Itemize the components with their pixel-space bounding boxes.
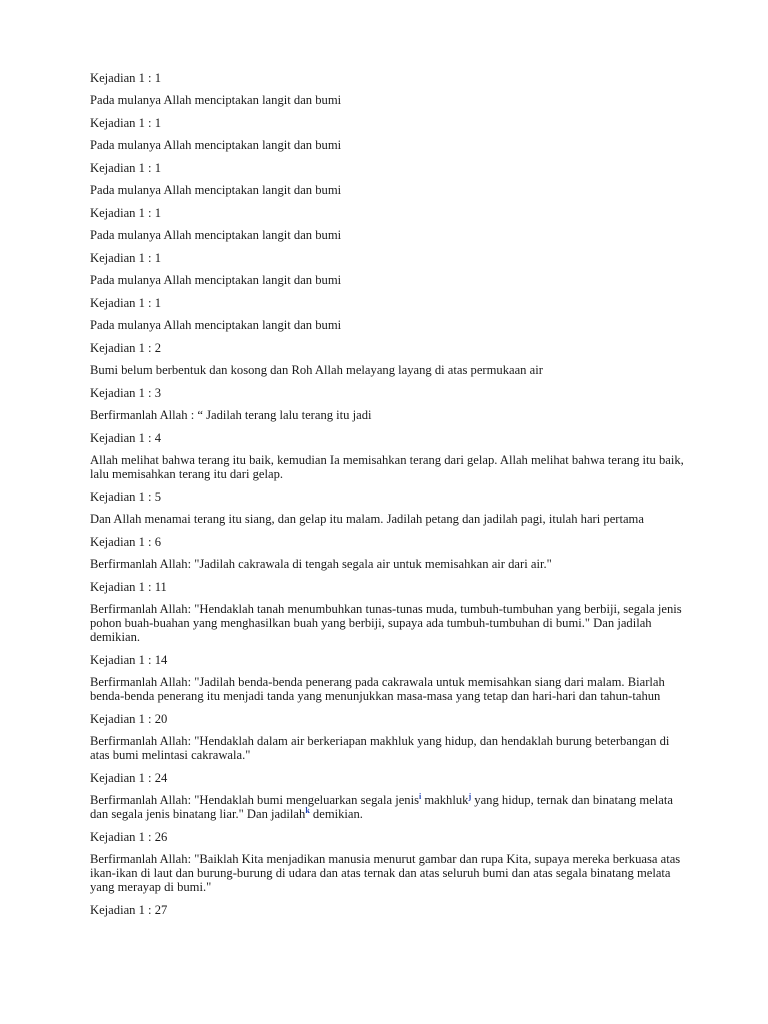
verse-list [90, 71, 690, 762]
verse-text: Pada mulanya Allah menciptakan langit dan bumi [90, 318, 342, 332]
verse-reference: Kejadian 1 : 1 [90, 71, 161, 85]
verse-reference: Kejadian 1 : 26 [90, 830, 168, 844]
verse-reference: Kejadian 1 : 4 [90, 431, 161, 445]
verse-reference: Kejadian 1 : 5 [90, 490, 161, 504]
verse-text: Pada mulanya Allah menciptakan langit dan bumi [90, 183, 342, 197]
verse-text: Pada mulanya Allah menciptakan langit dan bumi [90, 273, 342, 287]
verse-text: Dan Allah menamai terang itu siang, dan gelap itu malam. Jadilah petang dan jadilah pagi, itulah hari pertama [90, 512, 644, 526]
verse-reference: Kejadian 1 : 14 [90, 653, 168, 667]
verse-text: Berfirmanlah Allah: "Baiklah Kita menjadikan manusia menurut gambar dan rupa Kita, supaya mereka berkuasa atas ikan-ikan di laut dan burung-burung di udara dan atas ternak dan atas seluruh bumi dan atas segala binatang melata yang merayap di bumi." [90, 852, 681, 894]
verse-reference: Kejadian 1 : 27 [90, 903, 168, 917]
verse-reference: Kejadian 1 : 6 [90, 535, 161, 549]
verse-text: Pada mulanya Allah menciptakan langit dan bumi [90, 138, 342, 152]
verse-text: Berfirmanlah Allah: "Hendaklah dalam air berkeriapan makhluk yang hidup, dan hendaklah burung beterbangan di atas bumi melintasi cakrawala." [90, 734, 670, 762]
verse-text: Berfirmanlah Allah : “ Jadilah terang lalu terang itu jadi [90, 408, 372, 422]
verse-reference: Kejadian 1 : 11 [90, 580, 167, 594]
footnote-link[interactable]: k [305, 805, 310, 815]
verse-reference: Kejadian 1 : 1 [90, 116, 161, 130]
verse-text-segment: Berfirmanlah Allah: "Hendaklah bumi mengeluarkan segala jenis [90, 793, 419, 807]
verse-reference: Kejadian 1 : 1 [90, 251, 161, 265]
verse-text [90, 793, 690, 821]
footnote-link[interactable]: i [418, 791, 422, 801]
verse-reference: Kejadian 1 : 2 [90, 341, 161, 355]
document-page [90, 71, 690, 925]
verse-text-segment: yang hidup, ternak dan binatang melata dan segala jenis binatang liar." Dan jadilah [90, 793, 673, 821]
verse-text: Pada mulanya Allah menciptakan langit dan bumi [90, 228, 342, 242]
verse-reference: Kejadian 1 : 1 [90, 296, 161, 310]
verse-reference: Kejadian 1 : 1 [90, 161, 161, 175]
verse-text: Berfirmanlah Allah: "Jadilah benda-benda penerang pada cakrawala untuk memisahkan siang dari malam. Biarlah benda-benda penerang itu menjadi tanda yang menunjukkan masa-masa yang tetap dan hari-hari dan tahun-tahun [90, 675, 665, 703]
verse-text: Allah melihat bahwa terang itu baik, kemudian Ia memisahkan terang dari gelap. Allah melihat bahwa terang itu baik, lalu memisahkan terang itu dari gelap. [90, 453, 684, 481]
verse-text: Berfirmanlah Allah: "Jadilah cakrawala di tengah segala air untuk memisahkan air dari air." [90, 557, 552, 571]
footnote-link[interactable]: j [468, 791, 472, 801]
verse-reference: Kejadian 1 : 20 [90, 712, 168, 726]
verse-text: Pada mulanya Allah menciptakan langit dan bumi [90, 93, 342, 107]
verse-reference: Kejadian 1 : 24 [90, 771, 168, 785]
verse-text: Berfirmanlah Allah: "Hendaklah tanah menumbuhkan tunas-tunas muda, tumbuh-tumbuhan yang berbiji, segala jenis pohon buah-buahan yang menghasilkan buah yang berbiji, supaya ada tumbuh-tumbuhan di bumi." Dan jadilah demikian. [90, 602, 682, 644]
verse-reference: Kejadian 1 : 1 [90, 206, 161, 220]
verse-text-segment: demikian. [309, 807, 363, 821]
verse-reference: Kejadian 1 : 3 [90, 386, 161, 400]
verse-text-segment: makhluk [421, 793, 469, 807]
verse-text: Bumi belum berbentuk dan kosong dan Roh Allah melayang layang di atas permukaan air [90, 363, 543, 377]
